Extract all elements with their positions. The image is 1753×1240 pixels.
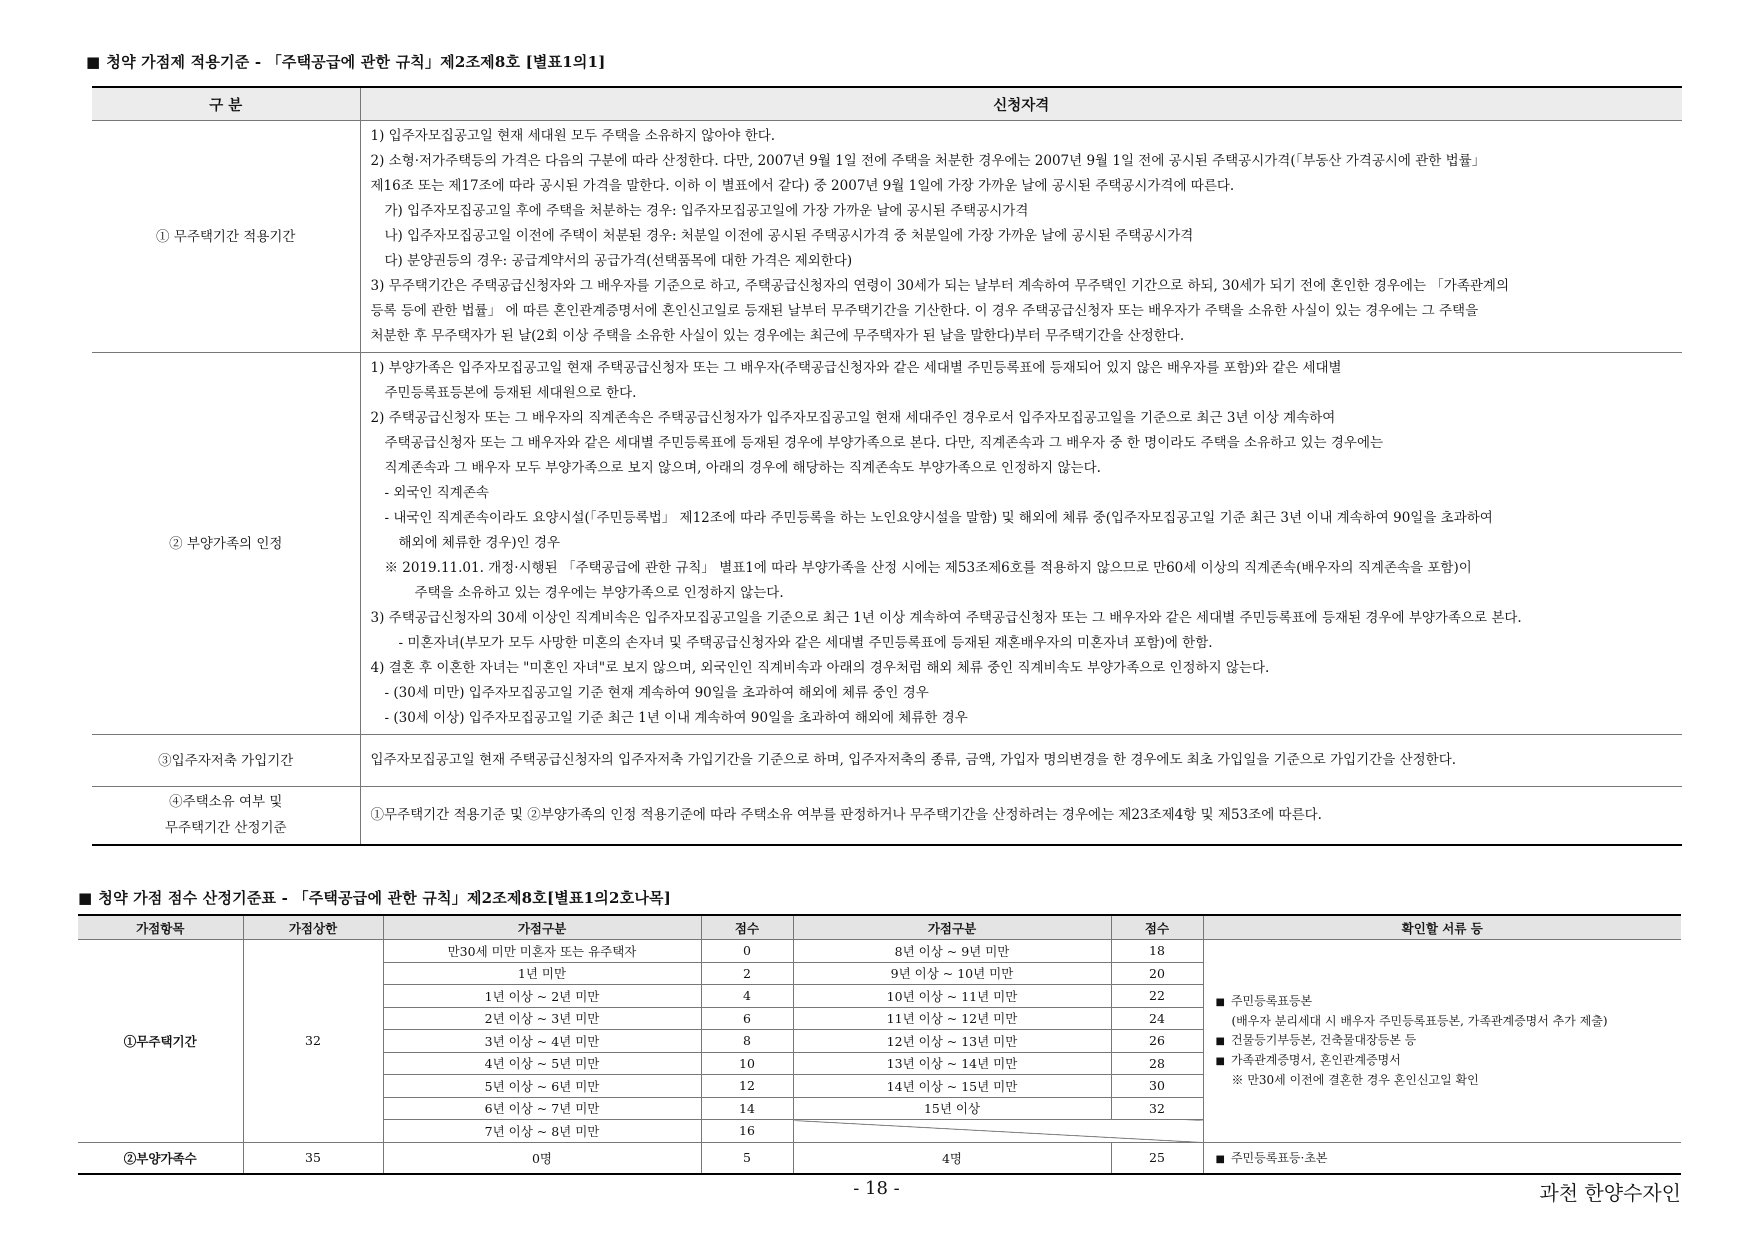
content-line: - (30세 미만) 입주자모집공고일 기준 현재 계속하여 90일을 초과하여 해외에 체류 중인 경우 (384, 685, 929, 701)
content-line: 4) 결혼 후 이혼한 자녀는 "미혼인 자녀"로 보지 않으며, 외국인인 직계비속과 아래의 경우처럼 해외 체류 중인 직계비속도 부양가족으로 인정하지 않는다. (370, 660, 1270, 676)
score-points-b: 22 (1111, 985, 1203, 1008)
score-header-cell: 점수 (1111, 915, 1203, 940)
score-range-a: 3년 이상 ~ 4년 미만 (383, 1030, 701, 1053)
score-points-a: 10 (701, 1052, 793, 1075)
score-header-cell: 가점항목 (78, 915, 243, 940)
content-line: 3) 주택공급신청자의 30세 이상인 직계비속은 입주자모집공고일을 기준으로 최근 1년 이상 계속하여 주택공급신청자 또는 그 배우자와 같은 세대별 주민등록표에 등재된 경우에 부양가족으로 본다. (370, 610, 1522, 626)
content-line: 1) 부양가족은 입주자모집공고일 현재 주택공급신청자 또는 그 배우자(주택공급신청자와 같은 세대별 주민등록표에 등재되어 있지 않은 배우자를 포함)와 같은 세대별 (370, 360, 1342, 376)
content-line: 다) 분양권등의 경우: 공급계약서의 공급가격(선택품목에 대한 가격은 제외한다) (384, 253, 853, 269)
criteria-row (92, 353, 1682, 735)
score-header-cell: 가점구분 (383, 915, 701, 940)
content-line: 주택을 소유하고 있는 경우에는 부양가족으로 인정하지 않는다. (414, 585, 784, 601)
score-range-b: 15년 이상 (793, 1097, 1111, 1120)
score-header-cell: 점수 (701, 915, 793, 940)
score-header-row (78, 915, 1681, 940)
score-points-b: 28 (1111, 1052, 1203, 1075)
score-range-b: 13년 이상 ~ 14년 미만 (793, 1052, 1111, 1075)
document-text: 주민등록표등본 (1230, 993, 1313, 1008)
table-header-row (92, 87, 1682, 121)
score-range-a: 7년 이상 ~ 8년 미만 (383, 1120, 701, 1143)
criteria-content (360, 353, 1682, 735)
criteria-row (92, 787, 1682, 845)
document-text: ※ 만30세 이전에 결혼한 경우 혼인신고일 확인 (1231, 1072, 1479, 1087)
required-documents (1203, 940, 1681, 1143)
square-bullet-icon: ■ (1215, 1055, 1225, 1067)
document-line (1216, 992, 1682, 1012)
content-line: 3) 무주택기간은 주택공급신청자와 그 배우자를 기준으로 하고, 주택공급신청자의 연령이 30세가 되는 날부터 계속하여 무주택인 기간으로 하되, 30세가 되기 전에 혼인한 경우에는 「가족관계의 (370, 278, 1509, 294)
content-line: 등록 등에 관한 법률」 에 따른 혼인관계증명서에 혼인신고일로 등재된 날부터 무주택기간을 기산한다. 이 경우 주택공급신청자 또는 배우자가 주택을 소유한 사실이 있는 경우에는 그 주택을 (370, 303, 1479, 319)
square-bullet-icon: ■ (78, 889, 93, 907)
criteria-content (360, 735, 1682, 787)
content-line: 입주자모집공고일 현재 주택공급신청자의 입주자저축 가입기간을 기준으로 하며, 입주자저축의 종류, 금액, 가입자 명의변경을 한 경우에도 최초 가입일을 기준으로 가입기간을 산정한다. (370, 752, 1457, 768)
score-points-b: 25 (1111, 1142, 1203, 1174)
score-range-b: 8년 이상 ~ 9년 미만 (793, 940, 1111, 963)
footer-brand: 과천 한양수자인 (1539, 1181, 1681, 1205)
score-range-a: 만30세 미만 미혼자 또는 유주택자 (383, 940, 701, 963)
score-range-a: 1년 미만 (383, 962, 701, 985)
content-line: 직계존속과 그 배우자 모두 부양가족으로 보지 않으며, 아래의 경우에 해당하는 직계존속도 부양가족으로 인정하지 않는다. (384, 460, 1101, 476)
score-points-a: 6 (701, 1007, 793, 1030)
category-line: ② 부양가족의 인정 (169, 535, 283, 552)
content-line: 처분한 후 무주택자가 된 날(2회 이상 주택을 소유한 사실이 있는 경우에는 최근에 무주택자가 된 날을 말한다)부터 무주택기간을 산정한다. (370, 328, 1185, 344)
category-line: ④주택소유 여부 및 (169, 794, 283, 811)
document-line (1216, 1012, 1682, 1031)
score-range-b: 4명 (793, 1142, 1111, 1174)
score-max: 35 (243, 1142, 383, 1174)
criteria-category (92, 121, 360, 353)
score-points-a: 0 (701, 940, 793, 963)
score-range-b: 9년 이상 ~ 10년 미만 (793, 962, 1111, 985)
score-criteria-body (78, 940, 1681, 1175)
score-points-b: 18 (1111, 940, 1203, 963)
content-line: 2) 주택공급신청자 또는 그 배우자의 직계존속은 주택공급신청자가 입주자모집공고일 현재 세대주인 경우로서 입주자모집공고일을 기준으로 최근 3년 이상 계속하여 (370, 410, 1336, 426)
content-line: 해외에 체류한 경우)인 경우 (398, 535, 561, 551)
score-header-cell: 확인할 서류 등 (1203, 915, 1681, 940)
empty-diagonal-cell (793, 1120, 1203, 1143)
content-line: 주택공급신청자 또는 그 배우자와 같은 세대별 주민등록표에 등재된 경우에 부양가족으로 본다. 다만, 직계존속과 그 배우자 중 한 명이라도 주택을 소유하고 있는 경우에는 (384, 435, 1384, 451)
criteria-category (92, 787, 360, 845)
score-points-b: 32 (1111, 1097, 1203, 1120)
score-points-b: 20 (1111, 962, 1203, 985)
criteria-row (92, 735, 1682, 787)
criteria-content (360, 787, 1682, 845)
page-number: - 18 - (853, 1178, 900, 1199)
score-points-a: 8 (701, 1030, 793, 1053)
content-line: 제16조 또는 제17조에 따라 공시된 가격을 말한다. 이하 이 별표에서 같다) 중 2007년 9월 1일에 가장 가까운 날에 공시된 주택공시가격에 따른다. (370, 178, 1235, 194)
content-line: - 미혼자녀(부모가 모두 사망한 미혼의 손자녀 및 주택공급신청자와 같은 세대별 주민등록표에 등재된 재혼배우자의 미혼자녀 포함)에 한함. (398, 635, 1213, 651)
score-range-a: 4년 이상 ~ 5년 미만 (383, 1052, 701, 1075)
required-documents (1203, 1142, 1681, 1174)
score-range-a: 5년 이상 ~ 6년 미만 (383, 1075, 701, 1098)
score-points-b: 30 (1111, 1075, 1203, 1098)
score-range-a: 1년 이상 ~ 2년 미만 (383, 985, 701, 1008)
criteria-content (360, 121, 1682, 353)
score-header-cell: 가점상한 (243, 915, 383, 940)
square-bullet-icon: ■ (1215, 1154, 1225, 1166)
criteria-category (92, 353, 360, 735)
score-item: ②부양가족수 (78, 1142, 243, 1174)
content-line: - 내국인 직계존속이라도 요양시설(「주민등록법」 제12조에 따라 주민등록을 하는 노인요양시설을 말함) 및 해외에 체류 중(입주자모집공고일 기준 최근 3년 이내 계속하여 90일을 초과하여 (384, 510, 1493, 526)
document-text: 가족관계증명서, 혼인관계증명서 (1230, 1052, 1401, 1067)
score-max: 32 (243, 940, 383, 1143)
score-points-a: 14 (701, 1097, 793, 1120)
score-range-b: 14년 이상 ~ 15년 미만 (793, 1075, 1111, 1098)
category-line: ① 무주택기간 적용기간 (156, 228, 296, 245)
content-line: 나) 입주자모집공고일 이전에 주택이 처분된 경우: 처분일 이전에 공시된 주택공시가격 중 처분일에 가장 가까운 날에 공시된 주택공시가격 (384, 228, 1194, 244)
score-range-a: 0명 (383, 1142, 701, 1174)
content-line: 2) 소형·저가주택등의 가격은 다음의 구분에 따라 산정한다. 다만, 2007년 9월 1일 전에 주택을 처분한 경우에는 2007년 9월 1일 전에 공시된 주택공시가격(「부동산 가격공시에 관한 법률」 (370, 153, 1486, 169)
category-line: ③입주자저축 가입기간 (158, 752, 294, 769)
score-points-a: 4 (701, 985, 793, 1008)
content-line: ※ 2019.11.01. 개정·시행된 「주택공급에 관한 규칙」 별표1에 따라 부양가족을 산정 시에는 제53조제6호를 적용하지 않으므로 만60세 이상의 직계존속(배우자의 직계존속을 포함)이 (384, 560, 1472, 576)
content-line: - 외국인 직계존속 (384, 485, 489, 501)
document-text: 주민등록표등·초본 (1230, 1151, 1328, 1166)
document-line (1216, 1051, 1682, 1071)
section2-title: ■ 청약 가점 점수 산정기준표 - 「주택공급에 관한 규칙」제2조제8호[별표1의2호나목] (78, 889, 672, 907)
score-range-b: 11년 이상 ~ 12년 미만 (793, 1007, 1111, 1030)
eligibility-criteria-body (92, 121, 1682, 845)
eligibility-criteria-table (92, 86, 1682, 846)
score-points-a: 2 (701, 962, 793, 985)
score-row (78, 940, 1681, 963)
document-text: 건물등기부등본, 건축물대장등본 등 (1230, 1032, 1417, 1047)
header-qualification: 신청자격 (360, 87, 1682, 121)
score-row (78, 1142, 1681, 1174)
score-points-b: 26 (1111, 1030, 1203, 1053)
score-range-a: 6년 이상 ~ 7년 미만 (383, 1097, 701, 1120)
section1-title: ■ 청약 가점제 적용기준 - 「주택공급에 관한 규칙」제2조제8호 [별표1의1] (86, 53, 606, 71)
score-points-a: 5 (701, 1142, 793, 1174)
score-range-a: 2년 이상 ~ 3년 미만 (383, 1007, 701, 1030)
content-line: 가) 입주자모집공고일 후에 주택을 처분하는 경우: 입주자모집공고일에 가장 가까운 날에 공시된 주택공시가격 (384, 203, 1029, 219)
score-points-b: 24 (1111, 1007, 1203, 1030)
document-text: (배우자 분리세대 시 배우자 주민등록표등본, 가족관계증명서 추가 제출) (1231, 1013, 1608, 1028)
criteria-row (92, 121, 1682, 353)
score-item: ①무주택기간 (78, 940, 243, 1143)
score-range-b: 10년 이상 ~ 11년 미만 (793, 985, 1111, 1008)
square-bullet-icon: ■ (1215, 1035, 1225, 1047)
category-line: 무주택기간 산정기준 (164, 820, 287, 837)
score-header-cell: 가점구분 (793, 915, 1111, 940)
content-line: 1) 입주자모집공고일 현재 세대원 모두 주택을 소유하지 않아야 한다. (370, 128, 776, 144)
header-category: 구 분 (92, 87, 360, 121)
score-range-b: 12년 이상 ~ 13년 미만 (793, 1030, 1111, 1053)
square-bullet-icon: ■ (1215, 996, 1225, 1008)
score-points-a: 12 (701, 1075, 793, 1098)
criteria-category (92, 735, 360, 787)
score-points-a: 16 (701, 1120, 793, 1143)
score-criteria-table (78, 914, 1681, 1175)
content-line: - (30세 이상) 입주자모집공고일 기준 최근 1년 이내 계속하여 90일을 초과하여 해외에 체류한 경우 (384, 710, 968, 726)
square-bullet-icon: ■ (86, 53, 101, 71)
document-line (1216, 1031, 1682, 1051)
content-line: ①무주택기간 적용기준 및 ②부양가족의 인정 적용기준에 따라 주택소유 여부를 판정하거나 무주택기간을 산정하려는 경우에는 제23조제4항 및 제53조에 따른다. (370, 806, 1322, 823)
content-line: 주민등록표등본에 등재된 세대원으로 한다. (384, 385, 637, 401)
document-line (1216, 1071, 1682, 1090)
